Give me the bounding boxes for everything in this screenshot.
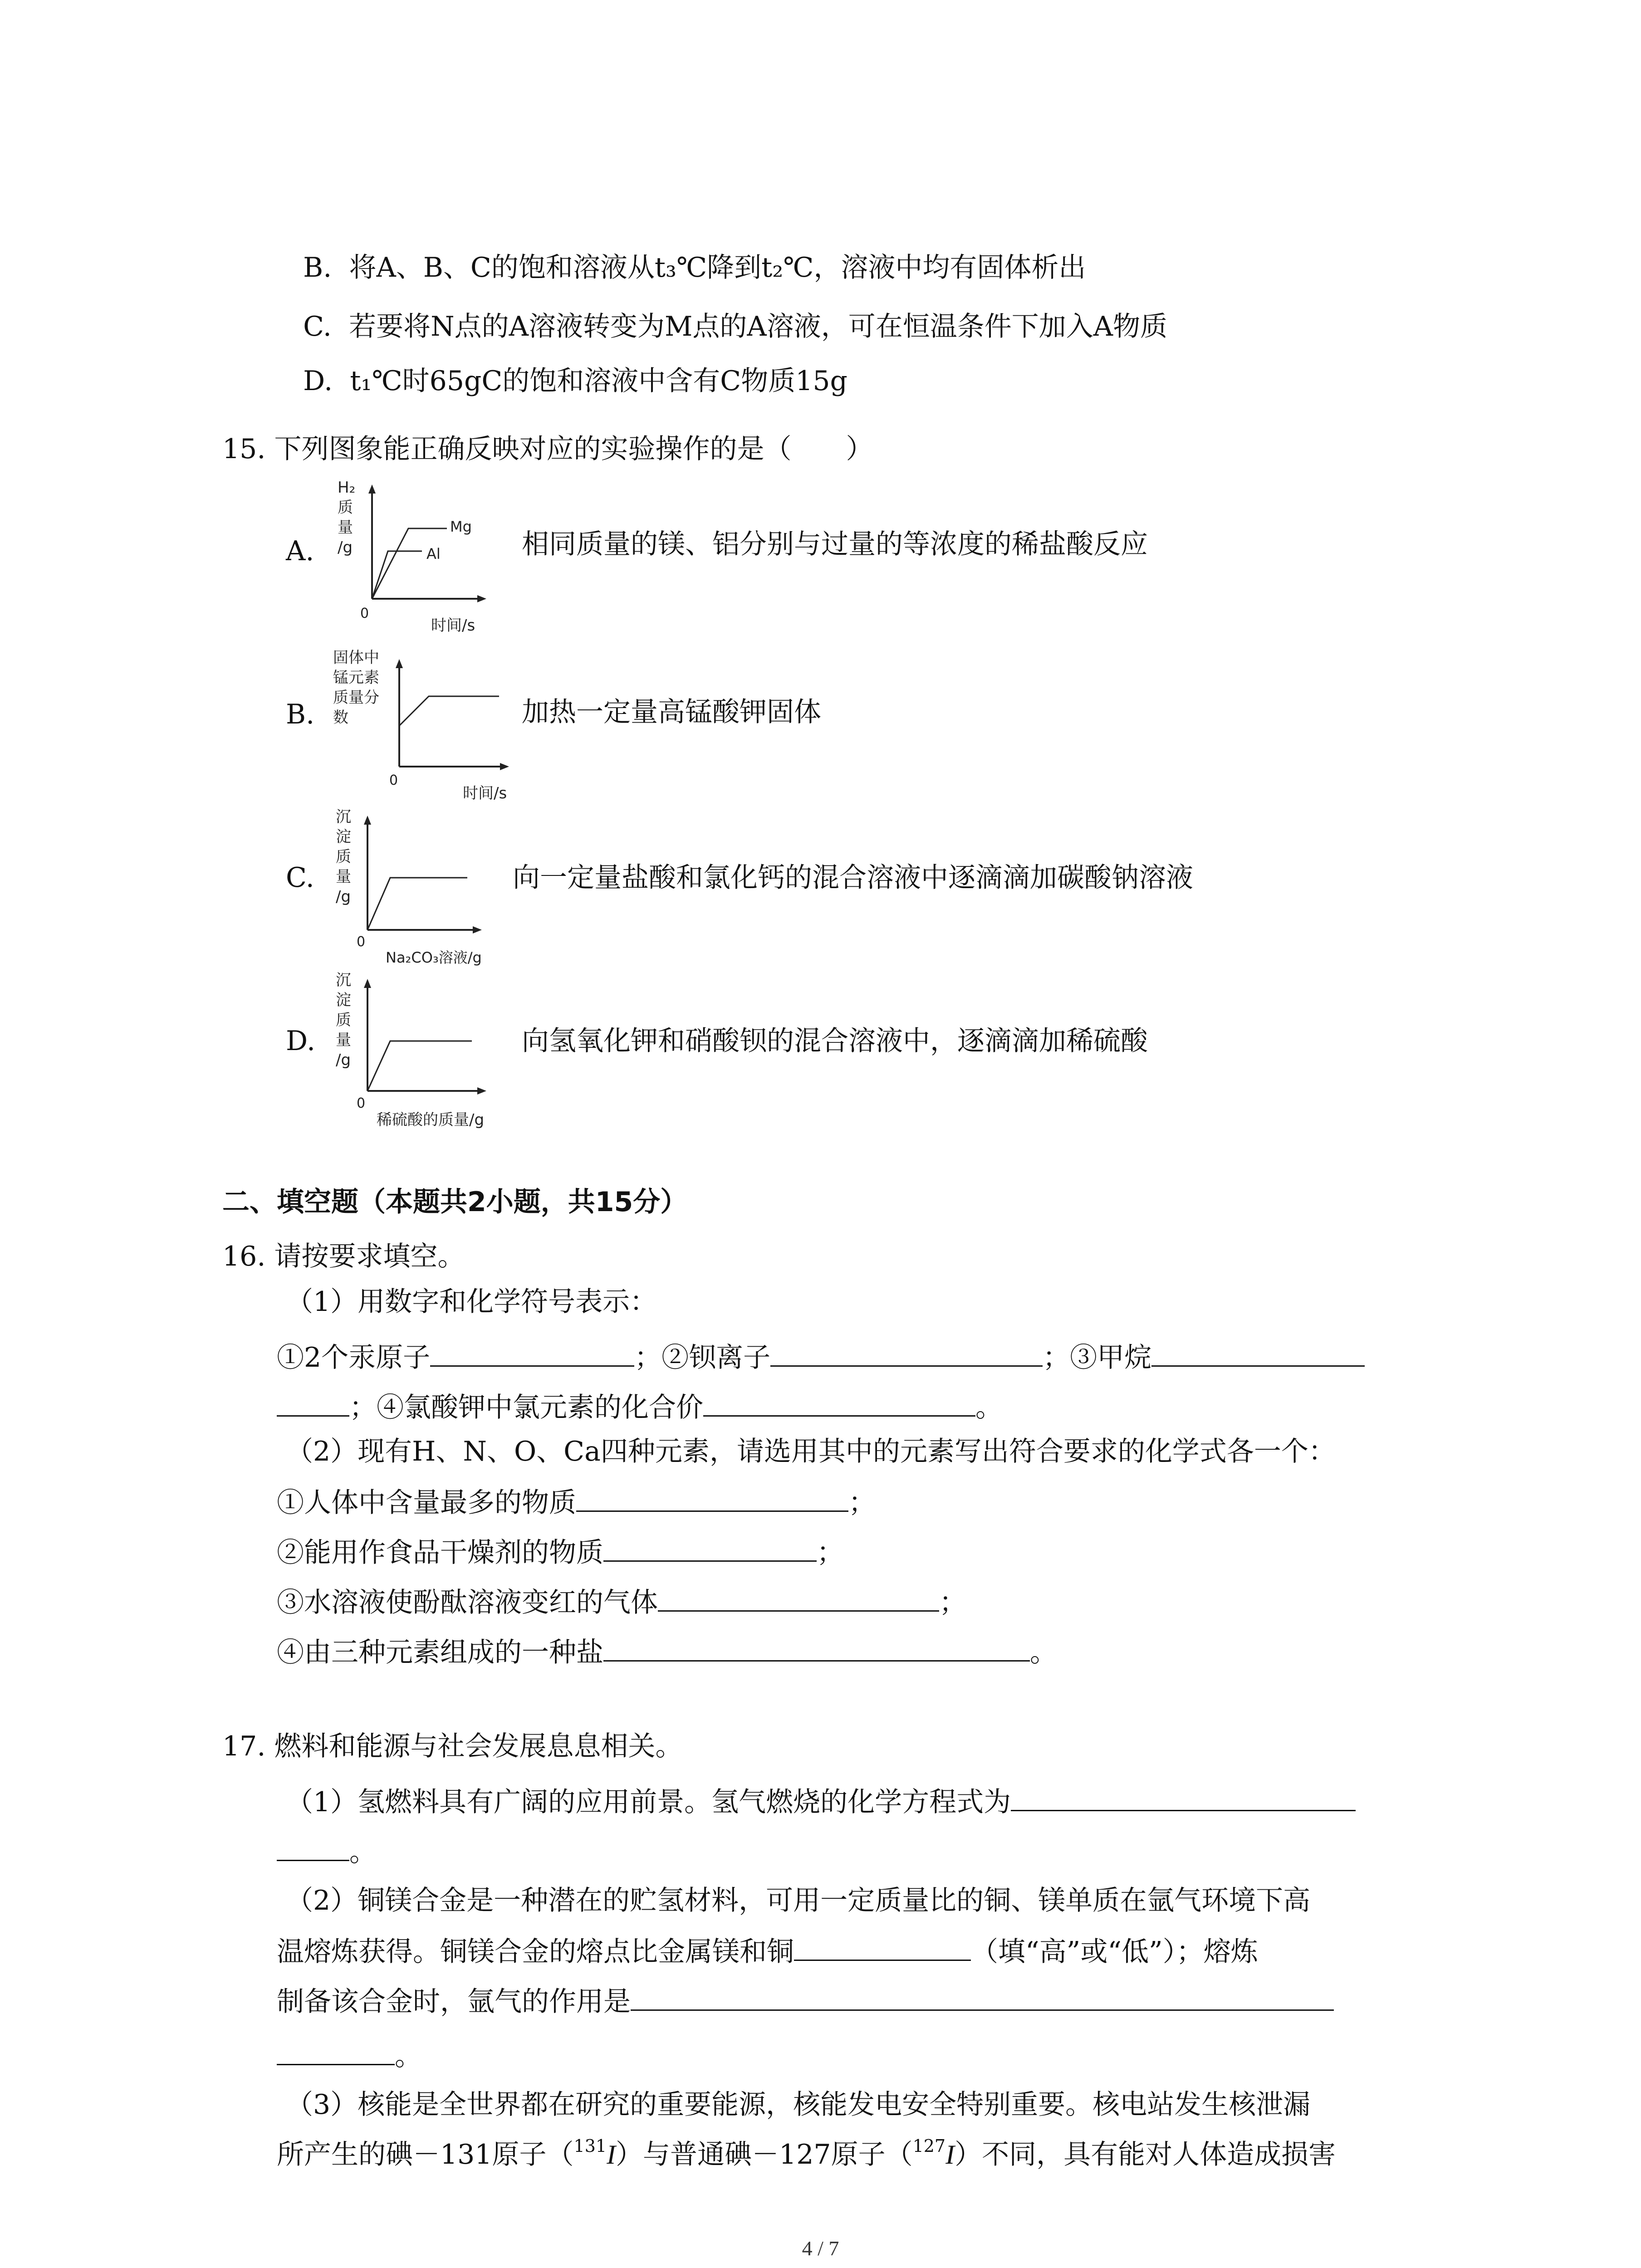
iodine131-mass: 131 xyxy=(573,2136,607,2156)
q15-c-origin: 0 xyxy=(357,934,366,950)
q14-option-b-text: 将A、B、C的饱和溶液从t₃℃降到t₂℃，溶液中均有固体析出 xyxy=(349,252,1086,284)
q16-line2 xyxy=(277,1388,1003,1426)
q16-item1-row xyxy=(277,1483,876,1521)
q14-option-d-text: t₁℃时65gC的饱和溶液中含有C物质15g xyxy=(350,365,847,397)
q15-d-graph xyxy=(331,966,522,1134)
q15-d-ylabel-0: 沉 xyxy=(336,971,351,989)
q15-c-ylabel-1: 淀 xyxy=(336,828,351,846)
q15-c-ylabel-3: 量 xyxy=(336,868,351,886)
q17-part2-line1: （2）铜镁合金是一种潜在的贮氢材料，可用一定质量比的铜、镁单质在氩气环境下高 xyxy=(286,1885,1311,1916)
answer-blank-methane[interactable] xyxy=(1151,1338,1365,1367)
q17-part2-hint: （填“高”或“低”）；熔炼 xyxy=(971,1936,1258,1968)
q17-part2-line2 xyxy=(277,1932,1258,1970)
q15-d-ylabel-2: 质 xyxy=(336,1011,351,1029)
q15-a-ylabel-1: 质 xyxy=(338,499,353,517)
q15-b-xlabel: 时间/s xyxy=(463,784,507,802)
q15-b-ylabel-0: 固体中 xyxy=(333,649,379,667)
q14-option-b-letter: B. xyxy=(303,252,332,284)
q15-c-ylabel-2: 质 xyxy=(336,848,351,866)
section-heading: 二、填空题（本题共2小题，共15分） xyxy=(222,1186,688,1218)
q17-part3-text2: ）与普通碘－127原子（ xyxy=(616,2139,913,2170)
q15-a-graph xyxy=(331,476,522,640)
q15-c-text: 向一定量盐酸和氯化钙的混合溶液中逐滴滴加碳酸钠溶液 xyxy=(513,862,1193,894)
q16-item4: ④由三种元素组成的一种盐 xyxy=(277,1637,603,1668)
q17-part2-text: 温熔炼获得。铜镁合金的熔点比金属镁和铜 xyxy=(277,1936,794,1968)
q16-item4-row xyxy=(277,1633,1057,1671)
q17-part1-cont xyxy=(277,1833,377,1870)
q15-a-xlabel: 时间/s xyxy=(431,616,475,635)
answer-blank-barium[interactable] xyxy=(770,1338,1043,1367)
q17-stem: 17. 燃料和能源与社会发展息息相关。 xyxy=(222,1730,683,1762)
q15-c-graph xyxy=(331,803,522,971)
q17-part1-row xyxy=(286,1783,1356,1820)
q15-c-ylabel-4: /g xyxy=(336,888,351,906)
q15-c-xlabel: Na₂CO₃溶液/g xyxy=(386,949,482,966)
q15-a-series-al: Al xyxy=(426,545,441,562)
q16-part2: （2）现有H、N、O、Ca四种元素，请选用其中的元素写出符合要求的化学式各一个： xyxy=(286,1436,1336,1467)
q15-b-letter: B. xyxy=(286,699,315,730)
q16-part1: （1）用数字和化学符号表示： xyxy=(286,1286,657,1318)
page-number: 4 / 7 xyxy=(802,2237,839,2260)
q15-a-series-mg: Mg xyxy=(450,518,472,535)
answer-blank-item4[interactable] xyxy=(603,1633,1030,1662)
q15-c-ylabel-0: 沉 xyxy=(336,808,351,826)
q16-item2: ②能用作食品干燥剂的物质 xyxy=(277,1537,603,1569)
q17-part1-end: 。 xyxy=(349,1836,377,1868)
answer-blank-melting-point[interactable] xyxy=(794,1932,971,1961)
answer-blank-item2[interactable] xyxy=(603,1533,817,1562)
q14-option-d xyxy=(286,327,847,399)
q15-b-ylabel-2: 质量分 xyxy=(333,689,379,707)
q16-item-barium: ；②钡离子 xyxy=(634,1342,771,1374)
answer-blank-mercury[interactable] xyxy=(430,1338,634,1367)
q17-part1: （1）氢燃料具有广阔的应用前景。氢气燃烧的化学方程式为 xyxy=(286,1786,1011,1818)
q17-part2-end: 。 xyxy=(395,2040,422,2072)
q16-item-valence: ；④氯酸钾中氯元素的化合价 xyxy=(349,1392,703,1423)
q14-option-d-letter: D. xyxy=(303,365,333,397)
q15-c-letter: C. xyxy=(286,862,314,894)
q15-b-origin: 0 xyxy=(389,772,398,788)
q16-stem: 16. 请按要求填空。 xyxy=(222,1241,465,1272)
q15-b-graph xyxy=(331,646,522,810)
answer-blank-argon[interactable] xyxy=(631,1982,1334,2011)
q15-d-ylabel-1: 淀 xyxy=(336,991,351,1009)
q15-d-ylabel-4: /g xyxy=(336,1051,351,1069)
q16-line1 xyxy=(277,1338,1365,1376)
q16-item3-row xyxy=(277,1583,966,1621)
answer-blank-argon-cont[interactable] xyxy=(277,2037,395,2065)
q15-d-ylabel-3: 量 xyxy=(336,1031,351,1049)
q15-a-ylabel-2: 量 xyxy=(338,518,353,537)
q15-d-origin: 0 xyxy=(357,1095,366,1111)
q15-a-text: 相同质量的镁、铝分别与过量的等浓度的稀盐酸反应 xyxy=(522,528,1148,560)
q15-d-letter: D. xyxy=(286,1025,316,1057)
q17-part2-line4 xyxy=(277,2037,422,2074)
q15-b-ylabel-3: 数 xyxy=(333,709,348,727)
q15-a-letter: A. xyxy=(286,535,314,567)
q16-item2-row xyxy=(277,1533,844,1571)
q14-option-c-text: 若要将N点的A溶液转变为M点的A溶液，可在恒温条件下加入A物质 xyxy=(349,311,1168,342)
q17-part3-line2 xyxy=(277,2136,1336,2176)
q17-argon-text: 制备该合金时，氩气的作用是 xyxy=(277,1986,631,2018)
answer-blank-equation-cont[interactable] xyxy=(277,1833,349,1861)
q15-b-ylabel-1: 锰元素 xyxy=(333,669,379,687)
q17-part2-line3 xyxy=(277,1982,1334,2020)
iodine127-symbol: I xyxy=(945,2140,955,2170)
iodine131-symbol: I xyxy=(607,2140,616,2170)
q15-a-ylabel-3: /g xyxy=(338,538,353,557)
q17-part3-text1: 所产生的碘－131原子（ xyxy=(277,2139,574,2170)
q16-item-methane: ；③甲烷 xyxy=(1043,1342,1152,1374)
q16-item1-semi: ； xyxy=(848,1487,876,1519)
q15-stem: 15. 下列图象能正确反映对应的实验操作的是（ ） xyxy=(222,433,873,465)
answer-blank-item1[interactable] xyxy=(576,1483,848,1512)
q15-b-text: 加热一定量高锰酸钾固体 xyxy=(522,696,821,728)
answer-blank-item3[interactable] xyxy=(658,1583,939,1612)
q16-line2-end: 。 xyxy=(975,1392,1003,1423)
iodine127-mass: 127 xyxy=(912,2136,946,2156)
answer-blank-valence[interactable] xyxy=(703,1388,975,1417)
answer-blank-equation[interactable] xyxy=(1011,1783,1356,1811)
q16-item-mercury: ①2个汞原子 xyxy=(277,1342,431,1374)
q16-item1: ①人体中含量最多的物质 xyxy=(277,1487,576,1519)
q17-part3-text3: ）不同，具有能对人体造成损害 xyxy=(955,2139,1336,2170)
q16-item4-end: 。 xyxy=(1030,1637,1057,1668)
q15-d-xlabel: 稀硫酸的质量/g xyxy=(377,1111,485,1129)
q16-item2-semi: ； xyxy=(817,1537,844,1569)
q15-a-origin: 0 xyxy=(360,606,369,621)
q14-option-c-letter: C. xyxy=(303,311,332,342)
q16-item3: ③水溶液使酚酞溶液变红的气体 xyxy=(277,1587,658,1618)
answer-blank-methane-cont[interactable] xyxy=(277,1388,349,1417)
q15-d-text: 向氢氧化钾和硝酸钡的混合溶液中，逐滴滴加稀硫酸 xyxy=(522,1025,1148,1057)
q15-a-ylabel-0: H₂ xyxy=(338,479,356,497)
q16-item3-semi: ； xyxy=(939,1587,966,1618)
q17-part3-line1: （3）核能是全世界都在研究的重要能源，核能发电安全特别重要。核电站发生核泄漏 xyxy=(286,2089,1311,2121)
